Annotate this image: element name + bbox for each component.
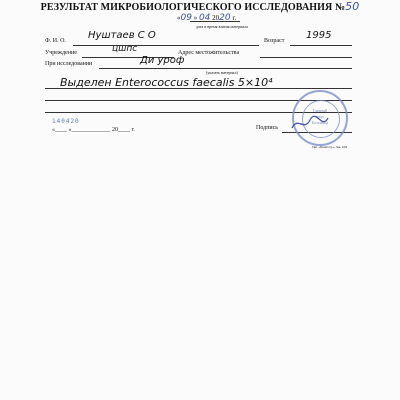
title-text: РЕЗУЛЬТАТ МИКРОБИОЛОГИЧЕСКОГО ИССЛЕДОВАНИЯ №: [40, 2, 346, 13]
signature-scribble: [290, 112, 330, 134]
document-title: [0, 0, 400, 14]
footer-date-year-prefix: 20: [112, 127, 118, 133]
document-number: 50: [345, 0, 360, 13]
date-suffix: г.: [232, 14, 237, 22]
fio-underline: [73, 45, 259, 46]
footer-date-open-quote: «: [52, 127, 55, 133]
date-year-prefix: 20: [212, 14, 220, 22]
fio-value: Нуштаев С О: [88, 30, 156, 41]
date-year: 20: [219, 13, 231, 23]
signature-label: Подпись: [256, 125, 279, 131]
study-label: При исследовании: [45, 61, 93, 67]
institution-label: Учреждение: [45, 50, 77, 56]
footer-date-suffix: г.: [131, 127, 135, 133]
material-caption: (указать материал): [206, 70, 238, 75]
date-caption: дата и время взятия материала: [196, 24, 248, 29]
age-label: Возраст: [264, 38, 285, 44]
date-month: 04: [198, 13, 211, 23]
study-value: Ди уроф: [140, 55, 185, 66]
code-stamp: 140420: [52, 118, 80, 125]
result-text: Выделен Enterococcus faecalis 5×10⁴: [60, 76, 273, 89]
date-open-quote: «: [177, 14, 181, 22]
fio-label: Ф. И. О.: [45, 38, 66, 44]
address-underline: [260, 57, 352, 58]
collection-date: «09 » 04 2020 г.: [177, 13, 237, 23]
footer-date: «____ »_____________ 20____ г.: [52, 127, 135, 133]
study-underline: [99, 68, 352, 69]
age-underline: [290, 45, 352, 46]
print-ref: Тип. «ПечатСтр.», Зак. 2/94: [312, 145, 348, 149]
address-label: Адрес местожительства: [178, 50, 240, 56]
date-day: 09: [180, 13, 192, 23]
date-underline: [190, 21, 240, 22]
stamp-text: Главный врач Больница: [311, 108, 329, 125]
institution-value: цшпс: [112, 44, 138, 54]
age-value: 1995: [306, 30, 332, 41]
